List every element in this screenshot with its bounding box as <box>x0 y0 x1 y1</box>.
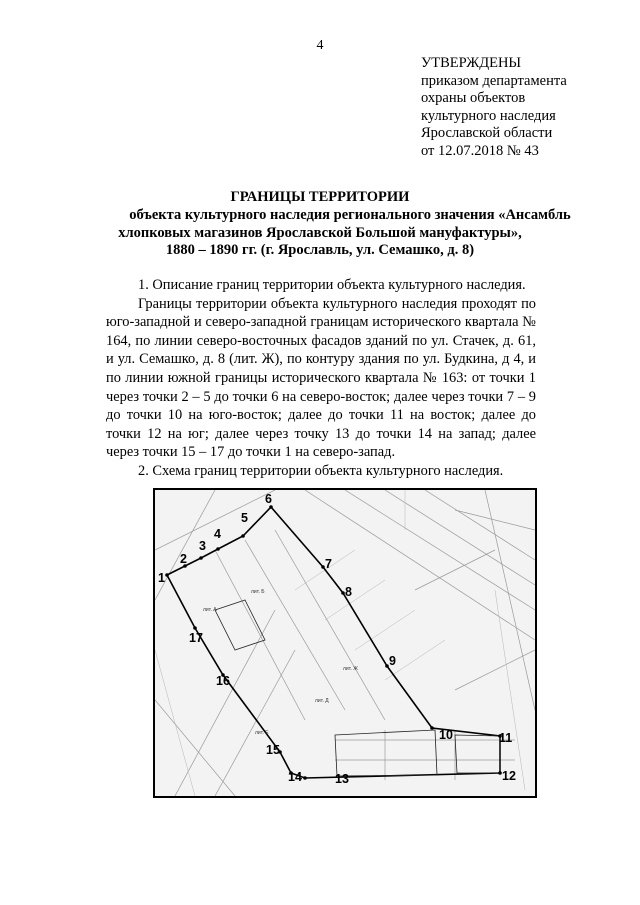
body-text <box>106 276 536 481</box>
map-point-label: 16 <box>216 674 230 688</box>
buildings <box>215 600 500 776</box>
map-small-label: лит. Д <box>315 698 329 704</box>
approval-line: охраны объектов <box>421 90 526 107</box>
document-title <box>0 189 640 260</box>
map-point-label: 1 <box>158 571 165 585</box>
map-point-label: 4 <box>214 527 221 541</box>
map-small-label: лит. Б <box>251 589 265 595</box>
cadastral-background <box>155 490 535 796</box>
map-point-label: 9 <box>389 654 396 668</box>
title-line-3: 1880 – 1890 гг. (г. Ярославль, ул. Семашко, д. 8) <box>165 242 475 259</box>
map-point-label: 2 <box>180 552 187 566</box>
map-small-label: лит. А <box>203 607 217 613</box>
approval-line: УТВЕРЖДЕНЫ <box>421 55 522 71</box>
approval-line: от 12.07.2018 № 43 <box>421 142 539 159</box>
title-heading: ГРАНИЦЫ ТЕРРИТОРИИ <box>230 189 410 205</box>
map-point-label: 5 <box>241 511 248 525</box>
title-line-1: объекта культурного наследия регионального значения «Ансамбль <box>129 206 571 223</box>
approval-line: культурного наследия <box>421 107 556 124</box>
approval-line: Ярославской области <box>421 125 553 142</box>
map-point-label: 13 <box>335 772 349 786</box>
map-point-label: 10 <box>439 728 453 742</box>
map-point-label: 17 <box>189 631 203 645</box>
boundary-map <box>153 488 537 798</box>
map-point-label: 6 <box>265 492 272 506</box>
map-point-label: 12 <box>502 769 516 783</box>
map-small-label: лит. Е <box>255 730 269 736</box>
map-point-label: 11 <box>499 731 513 745</box>
title-line-2: хлопковых магазинов Ярославской Большой мануфактуры», <box>118 224 522 241</box>
map-point-label: 15 <box>266 743 280 757</box>
approval-line: приказом департамента <box>421 72 567 89</box>
paragraph-1: 1. Описание границ территории объекта культурного наследия. <box>138 277 526 293</box>
map-point-label: 8 <box>345 585 352 599</box>
map-point-label: 7 <box>325 557 332 571</box>
map-small-label: лит. Ж <box>343 666 358 672</box>
map-point-label: 14 <box>288 770 302 784</box>
page-number: 4 <box>316 38 324 53</box>
map-point-label: 3 <box>199 539 206 553</box>
map-svg <box>155 490 535 796</box>
paragraph-3: 2. Схема границ территории объекта культурного наследия. <box>138 462 504 479</box>
approval-stamp <box>421 55 567 161</box>
paragraph-2: Границы территории объекта культурного наследия проходят по юго-западной и северо-западной границам исторического квартала № 164, по линии северо-восточных фасадов зданий по ул. Стачек, д. 61, и ул. Семашко, д. 8 (лит. Ж), по контуру здания по ул. Будкина, д 4, и по линии южной границы исторического квартала № 163: от точки 1 через точки 2 – 5 до точки 6 на северо-восток; далее через точки 7 – 9 до точки 10 на юго-восток; далее до точки 11 на восток; далее до точки 12 на юг; далее через точку 13 до точки 14 на запад; далее через точки 15 – 17 до точки 1 на северо-запад. <box>106 295 536 461</box>
